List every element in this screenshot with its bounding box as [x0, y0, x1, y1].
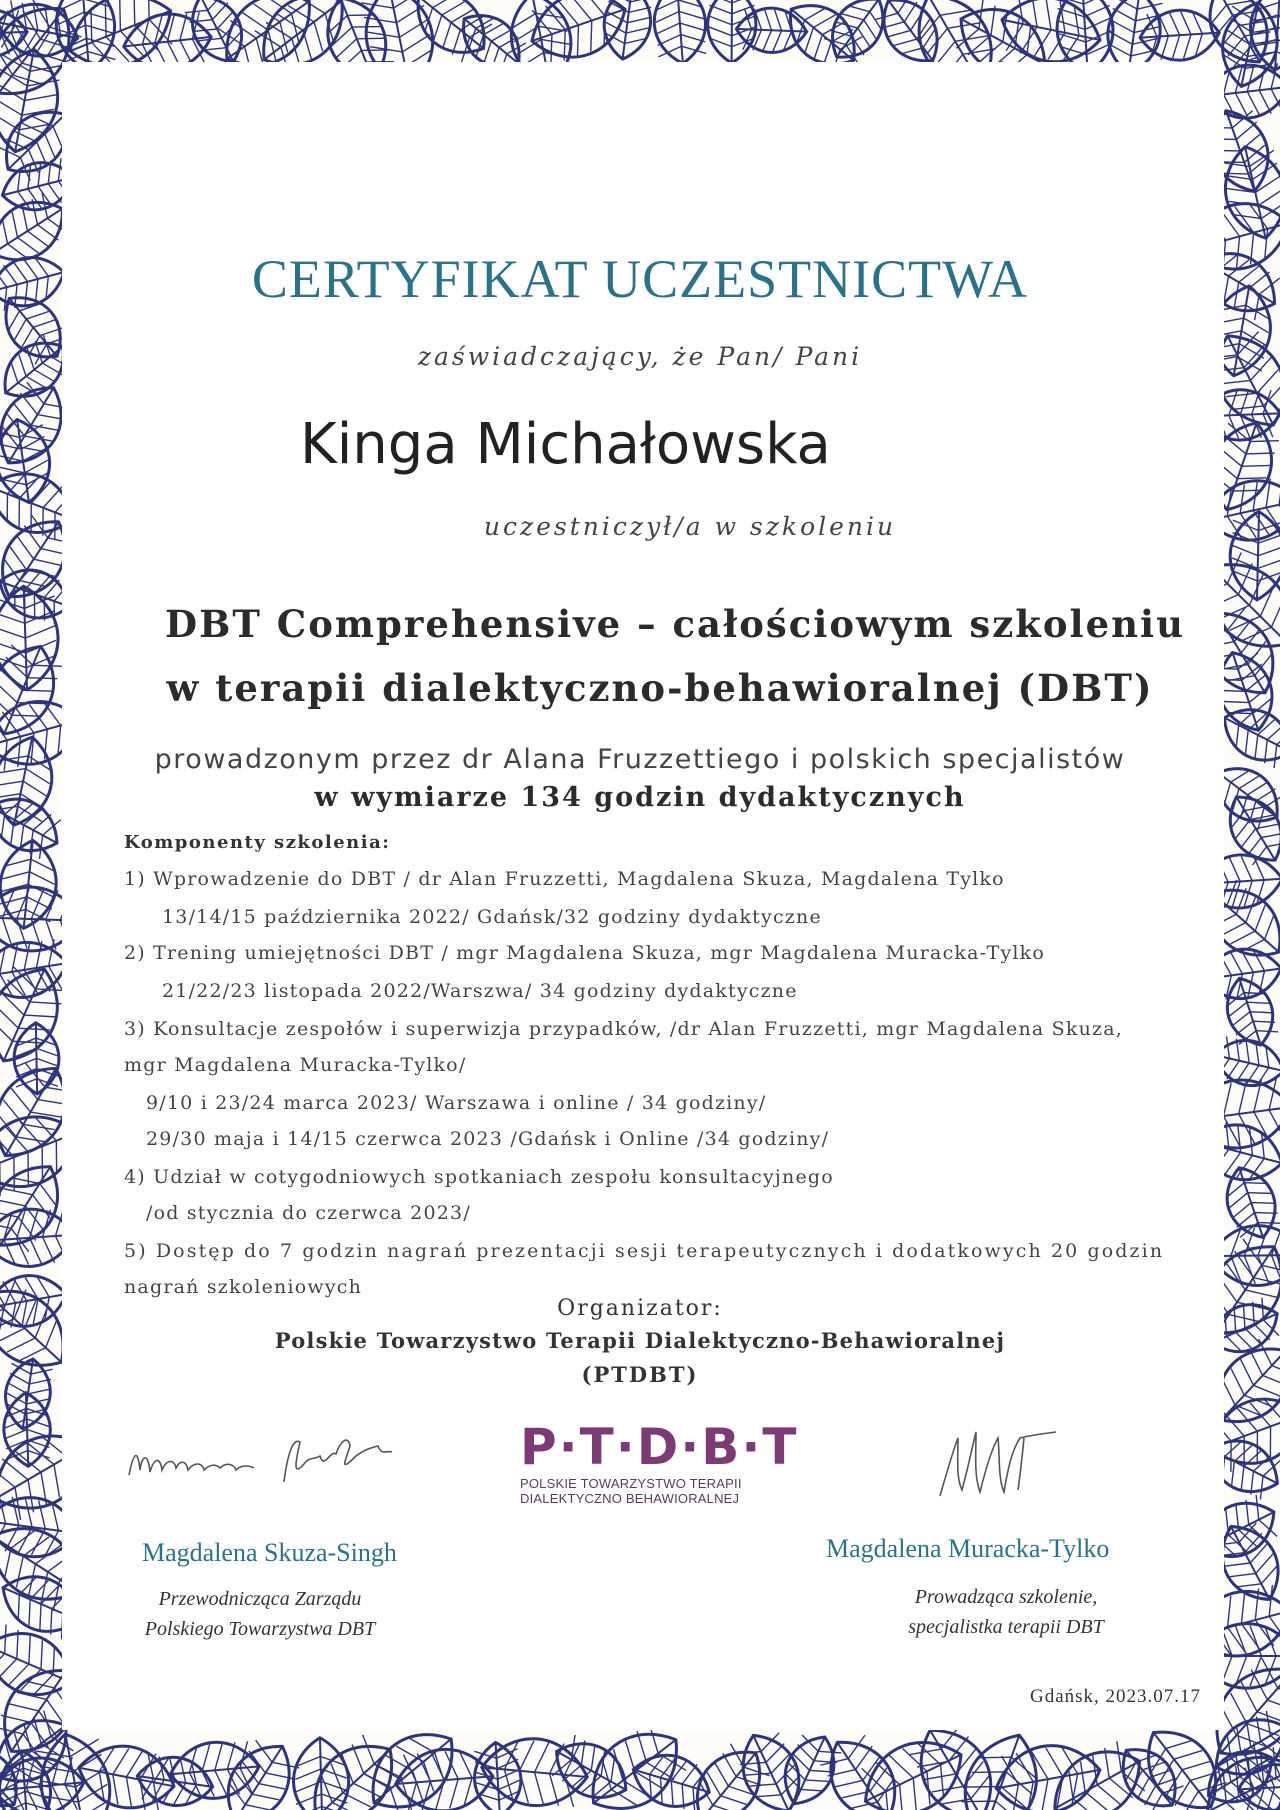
- component-item: mgr Magdalena Muracka-Tylko/: [124, 1054, 467, 1076]
- participated-text: uczestniczył/a w szkoleniu: [483, 512, 897, 541]
- component-item: 1) Wprowadzenie do DBT / dr Alan Fruzzetti, Magdalena Skuza, Magdalena Tylko: [124, 868, 1005, 890]
- organizer-name: Polskie Towarzystwo Terapii Dialektyczno-Behawioralnej: [274, 1328, 1006, 1353]
- logo-line1: POLSKIE TOWARZYSTWO TERAPII: [520, 1476, 742, 1491]
- certificate-title: CERTYFIKAT UCZESTNICTWA: [251, 249, 1029, 309]
- signatory-left-role-line1: Przewodnicząca Zarządu: [158, 1588, 362, 1610]
- course-title-line2: w terapii dialektyczno-behawioralnej (DBT): [166, 666, 1154, 710]
- signatory-left-name: Magdalena Skuza-Singh: [142, 1538, 397, 1567]
- hours-text: w wymiarze 134 godzin dydaktycznych: [314, 782, 966, 813]
- component-item: 4) Udział w cotygodniowych spotkaniach zespołu konsultacyjnego: [124, 1166, 834, 1188]
- participant-name: Kinga Michałowska: [300, 412, 831, 477]
- component-item: 5) Dostęp do 7 godzin nagrań prezentacji sesji terapeutycznych i dodatkowych 20 godzin: [124, 1240, 1165, 1262]
- place-date: Gdańsk, 2023.07.17: [1030, 1686, 1202, 1707]
- signatory-right-role: [846, 1582, 1166, 1642]
- component-item: 21/22/23 listopada 2022/Warszwa/ 34 godziny dydaktyczne: [162, 980, 798, 1002]
- ptdbt-logo: [520, 1418, 798, 1506]
- component-item: 3) Konsultacje zespołów i superwizja przypadków, /dr Alan Fruzzetti, mgr Magdalena Skuza,: [124, 1018, 1124, 1040]
- logo-letters: P·T·D·B·T: [520, 1418, 799, 1476]
- signatory-right-role-line2: specjalistka terapii DBT: [908, 1616, 1104, 1638]
- components-heading: Komponenty szkolenia:: [124, 832, 391, 853]
- course-title-line1: DBT Comprehensive – całościowym szkoleniu: [165, 602, 1185, 646]
- component-item: nagrań szkoleniowych: [124, 1276, 363, 1298]
- signature-left: [124, 1420, 414, 1500]
- logo-line2: DIALEKTYCZNO BEHAWIORALNEJ: [520, 1491, 740, 1506]
- signatory-right-name: Magdalena Muracka-Tylko: [826, 1534, 1110, 1563]
- component-item: 2) Trening umiejętności DBT / mgr Magdalena Skuza, mgr Magdalena Muracka-Tylko: [124, 942, 1046, 964]
- component-item: /od stycznia do czerwca 2023/: [146, 1202, 471, 1224]
- component-item: 13/14/15 października 2022/ Gdańsk/32 godziny dydaktyczne: [162, 906, 822, 928]
- component-item: 29/30 maja i 14/15 czerwca 2023 /Gdańsk i Online /34 godziny/: [146, 1128, 830, 1150]
- signatory-right-role-line1: Prowadząca szkolenie,: [914, 1586, 1098, 1608]
- led-by-text: prowadzonym przez dr Alana Fruzzettiego i polskich specjalistów: [154, 744, 1126, 775]
- signature-right: [928, 1418, 1068, 1504]
- signatory-left-role-line2: Polskiego Towarzystwa DBT: [144, 1618, 376, 1640]
- signatory-left-role: [100, 1584, 420, 1644]
- organizer-label: Organizator:: [557, 1296, 723, 1321]
- organizer-abbreviation: (PTDBT): [581, 1362, 699, 1387]
- intro-text: zaświadczający, że Pan/ Pani: [417, 342, 863, 371]
- component-item: 9/10 i 23/24 marca 2023/ Warszawa i online / 34 godziny/: [146, 1092, 767, 1114]
